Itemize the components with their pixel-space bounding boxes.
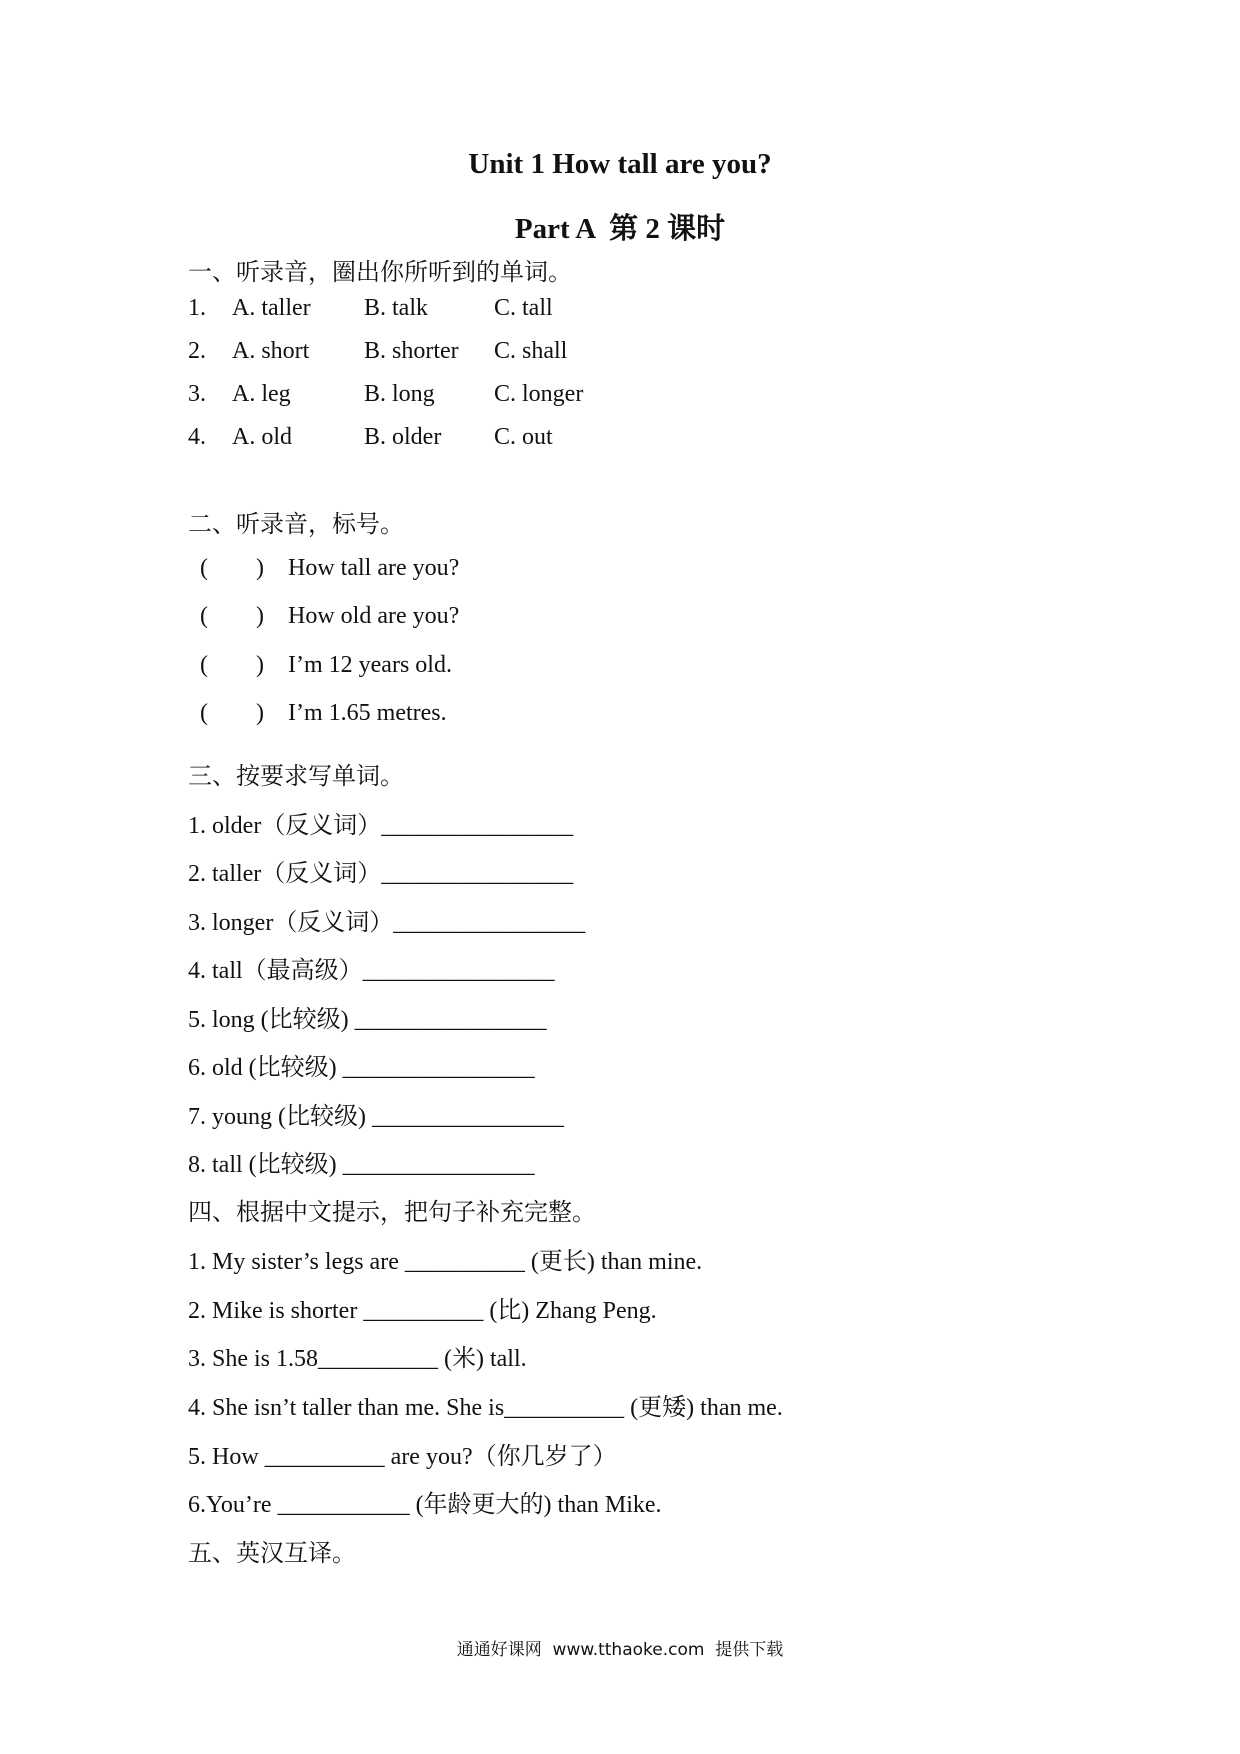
s3-item-7: 7. young (比较级) ________________ — [188, 1104, 564, 1130]
page-title: Unit 1 How tall are you? — [468, 148, 772, 180]
s2-item-2-bracket: ( ) — [200, 603, 264, 629]
s1-item-2-option-b: B. shorter — [364, 338, 459, 364]
s2-item-3-text: I’m 12 years old. — [288, 652, 452, 678]
s3-item-3: 3. longer（反义词）________________ — [188, 910, 586, 936]
s1-item-1-num: 1. — [188, 295, 206, 321]
s1-item-4-option-a: A. old — [232, 424, 292, 450]
s3-item-8: 8. tall (比较级) ________________ — [188, 1152, 535, 1178]
section-5-heading: 五、英汉互译。 — [188, 1541, 356, 1567]
s4-item-3: 3. She is 1.58__________ (米) tall. — [188, 1346, 527, 1372]
s4-item-5: 5. How __________ are you?（你几岁了） — [188, 1444, 617, 1470]
s4-item-2: 2. Mike is shorter __________ (比) Zhang Peng. — [188, 1298, 657, 1324]
section-4-heading: 四、根据中文提示，把句子补充完整。 — [188, 1200, 596, 1226]
s1-item-2-num: 2. — [188, 338, 206, 364]
s1-item-4-option-b: B. older — [364, 424, 442, 450]
s1-item-3-option-a: A. leg — [232, 381, 291, 407]
s3-item-4: 4. tall（最高级）________________ — [188, 958, 555, 984]
s1-item-3-option-b: B. long — [364, 381, 435, 407]
s2-item-4-text: I’m 1.65 metres. — [288, 700, 447, 726]
s4-item-1: 1. My sister’s legs are __________ (更长) than mine. — [188, 1249, 703, 1275]
s3-item-6: 6. old (比较级) ________________ — [188, 1055, 535, 1081]
s1-item-3-option-c: C. longer — [494, 381, 584, 407]
s2-item-3-bracket: ( ) — [200, 652, 264, 678]
section-2-heading: 二、听录音，标号。 — [188, 512, 404, 538]
s1-item-1-option-a: A. taller — [232, 295, 311, 321]
footer-source: 通通好课网 www.tthaoke.com 提供下载 — [456, 1640, 784, 1660]
s1-item-1-option-c: C. tall — [494, 295, 553, 321]
s2-item-1-bracket: ( ) — [200, 555, 264, 581]
page-subtitle: Part A 第 2 课时 — [514, 213, 726, 245]
s2-item-4-bracket: ( ) — [200, 700, 264, 726]
s1-item-1-option-b: B. talk — [364, 295, 428, 321]
s1-item-3-num: 3. — [188, 381, 206, 407]
s3-item-1: 1. older（反义词）________________ — [188, 813, 574, 839]
s3-item-5: 5. long (比较级) ________________ — [188, 1007, 547, 1033]
s4-item-4: 4. She isn’t taller than me. She is__________ (更矮) than me. — [188, 1395, 783, 1421]
section-1-heading: 一、听录音，圈出你所听到的单词。 — [188, 260, 572, 286]
s1-item-4-num: 4. — [188, 424, 206, 450]
s4-item-6: 6.You’re ___________ (年龄更大的) than Mike. — [188, 1492, 662, 1518]
s3-item-2: 2. taller（反义词）________________ — [188, 861, 574, 887]
s2-item-1-text: How tall are you? — [288, 555, 460, 581]
s1-item-2-option-c: C. shall — [494, 338, 568, 364]
section-3-heading: 三、按要求写单词。 — [188, 764, 404, 790]
s1-item-4-option-c: C. out — [494, 424, 553, 450]
s2-item-2-text: How old are you? — [288, 603, 460, 629]
s1-item-2-option-a: A. short — [232, 338, 310, 364]
